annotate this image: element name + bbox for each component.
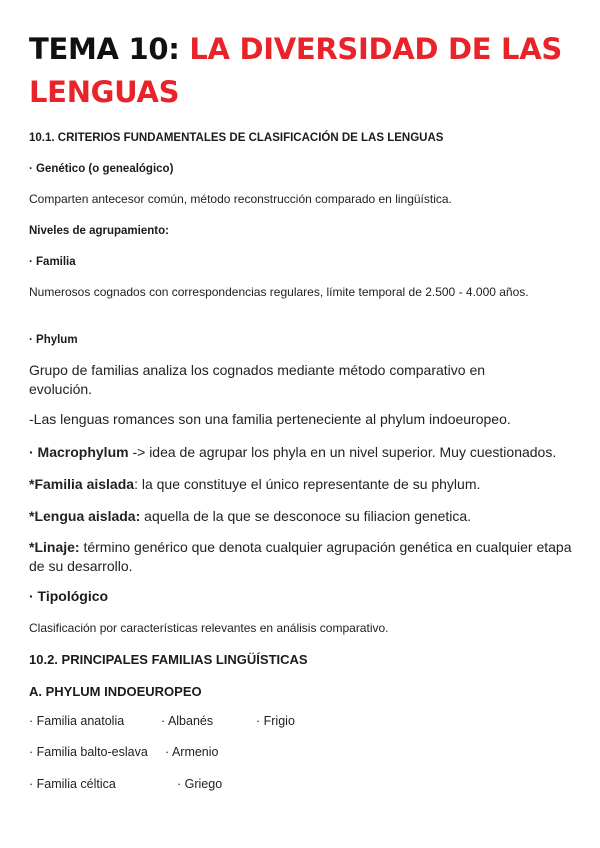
niveles-heading: Niveles de agrupamiento: xyxy=(29,225,169,237)
tipologico-text: Clasificación por características relevantes en análisis comparativo. xyxy=(29,621,389,635)
familia-aislada-paragraph xyxy=(29,475,589,494)
list-item: · Albanés xyxy=(161,714,214,728)
list-item: · Familia anatolia xyxy=(29,714,125,728)
familia-heading: · Familia xyxy=(29,256,76,268)
familia-aislada-term: *Familia aislada xyxy=(29,476,135,492)
linaje-term: *Linaje: xyxy=(29,539,80,555)
phylum-heading: · Phylum xyxy=(29,334,78,346)
linaje-text: término genérico que denota cualquier agrupación genética en cualquier etapa de su desarrollo. xyxy=(29,539,572,574)
list-item: · Familia balto-eslava xyxy=(29,745,148,759)
list-item: · Griego xyxy=(177,777,223,791)
list-item: · Armenio xyxy=(165,745,219,759)
familia-text: Numerosos cognados con correspondencias regulares, límite temporal de 2.500 - 4.000 años. xyxy=(29,285,529,299)
genetico-heading: · Genético (o genealógico) xyxy=(29,163,174,175)
lengua-aislada-term: *Lengua aislada: xyxy=(29,508,141,524)
genetico-text: Comparten antecesor común, método reconstrucción comparado en lingüística. xyxy=(29,192,452,206)
lengua-aislada-paragraph xyxy=(29,507,589,526)
section-heading-10-2: 10.2. PRINCIPALES FAMILIAS LINGÜÍSTICAS xyxy=(29,652,308,667)
list-item: · Familia céltica xyxy=(29,777,116,791)
phylum-text: Grupo de familias analiza los cognados mediante método comparativo en evolución. xyxy=(29,362,486,397)
phylum-indoeuropeo-heading: A. PHYLUM INDOEUROPEO xyxy=(29,684,202,699)
linaje-paragraph xyxy=(29,538,574,576)
list-item: · Frigio xyxy=(256,714,295,728)
section-heading-10-1: 10.1. CRITERIOS FUNDAMENTALES DE CLASIFICACIÓN DE LAS LENGUAS xyxy=(29,132,444,144)
romances-text: -Las lenguas romances son una familia perteneciente al phylum indoeuropeo. xyxy=(29,411,511,427)
title-highlight: LA DIVERSIDAD DE LAS LENGUAS xyxy=(29,32,562,109)
tipologico-heading: · Tipológico xyxy=(29,588,109,604)
title-prefix: TEMA 10: xyxy=(29,32,190,66)
macrophylum-paragraph xyxy=(29,443,589,462)
page-title xyxy=(29,28,589,114)
macrophylum-text: -> idea de agrupar los phyla en un nivel superior. Muy cuestionados. xyxy=(128,444,557,460)
familia-aislada-text: : la que constituye el único representante de su phylum. xyxy=(134,476,481,492)
lengua-aislada-text: aquella de la que se desconoce su filiacion genetica. xyxy=(140,508,472,524)
macrophylum-term: · Macrophylum xyxy=(29,444,129,460)
